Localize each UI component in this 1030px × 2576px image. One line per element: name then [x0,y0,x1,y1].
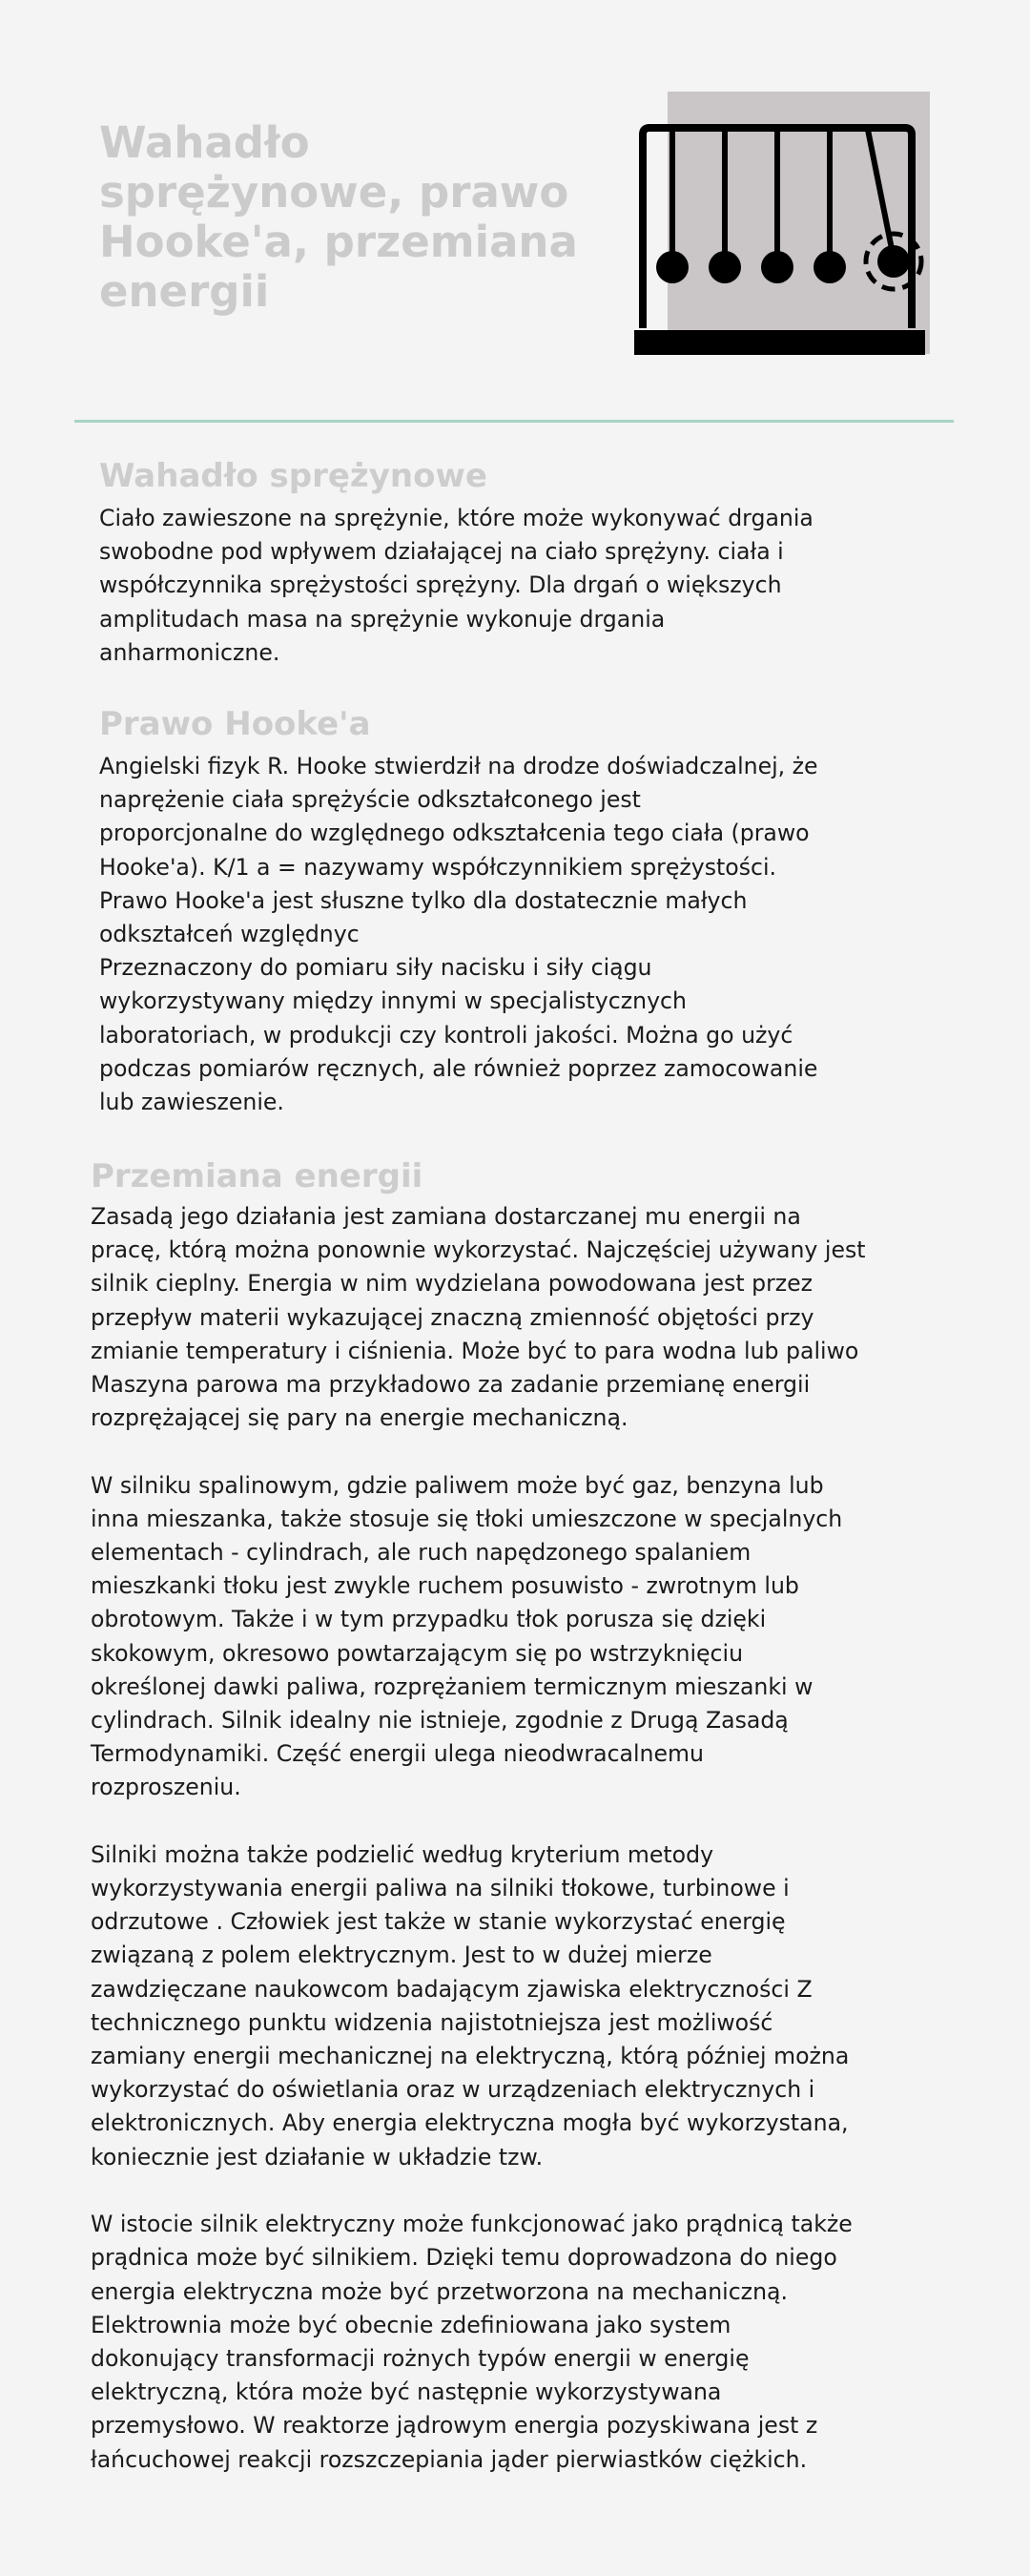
section-divider [74,420,954,423]
section-body-hooke: Angielski fizyk R. Hooke stwierdził na drodze doświadczalnej, że naprężenie ciała sprężyście odkształconego jest proporcjonalne do względnego odkształcenia tego ciała (prawo Hooke'a). K/1 a = nazywamy współczynnikiem sprężystości. Prawo Hooke'a jest słuszne tylko dla dostatecznie małych odkształceń względnyc Przeznaczony do pomiaru siły nacisku i siły ciągu wykorzystywany między innymi w specjalistycznych laboratoriach, w produkcji czy kontroli jakości. Można go użyć podczas pomiarów ręcznych, ale również poprzez zamocowanie lub zawieszenie. [99,753,818,1116]
section-body-wahadlo: Ciało zawieszone na sprężynie, które może wykonywać drgania swobodne pod wpływem działającej na ciało sprężyny. ciała i współczynnika sprężystości sprężyny. Dla drgań o większych amplitudach masa na sprężynie wykonuje drgania anharmoniczne. [99,505,814,666]
section-body-energia: Zasadą jego działania jest zamiana dostarczanej mu energii na pracę, którą można ponownie wykorzystać. Najczęściej używany jest silnik cieplny. Energia w nim wydzielana powodowana jest przez przepływ materii wykazującej znaczną zmienność objętości przy zmianie temperatury i ciśnienia. Może być to para wodna lub paliwo Maszyna parowa ma przykładowo za zadanie przemianę energii rozprężającej się pary na energie mechaniczną. W silniku spalinowym, gdzie paliwem może być gaz, benzyna lub inna mieszanka, także stosuje się tłoki umieszczone w specjalnych elementach - cylindrach, ale ruch napędzonego spalaniem mieszkanki tłoku jest zwykle ruchem posuwisto - zwrotnym lub obrotowym. Także i w tym przypadku tłok porusza się dzięki skokowym, okresowo powtarzającym się po wstrzyknięciu określonej dawki paliwa, rozprężaniem termicznym mieszanki w cylindrach. Silnik idealny nie istnieje, zgodnie z Drugą Zasadą Termodynamiki. Część energii ulega nieodwracalnemu rozproszeniu. Silniki można także podzielić według kryterium metody wykorzystywania energii paliwa na silniki tłokowe, turbinowe i odrzutowe . Człowiek jest także w stanie wykorzystać energię związaną z polem elektrycznym. Jest to w dużej mierze zawdzięczane naukowcom badającym zjawiska elektryczności Z technicznego punktu widzenia najistotniejsza jest możliwość zamiany energii mechanicznej na elektryczną, którą później można wykorzystać do oświetlania oraz w urządzeniach elektrycznych i elektronicznych. Aby energia elektryczna mogła być wykorzystana, koniecznie jest działanie w układzie tzw. W istocie silnik elektryczny może funkcjonować jako prądnicą także prądnica może być silnikiem. Dzięki temu doprowadzona do niego energia elektryczna może być przetworzona na mechaniczną. Elektrownia może być obecnie zdefiniowana jako system dokonujący transformacji rożnych typów energii w energię elektryczną, która może być następnie wykorzystywana przemysłowo. W reaktorze jądrowym energia pozyskiwana jest z łańcuchowej reakcji rozszczepiania jąder pierwiastków ciężkich. [91,1203,866,2473]
cradle-base [634,330,925,355]
page-title: Wahadło sprężynowe, prawo Hooke'a, przemiana energii [99,117,578,317]
newtons-cradle-icon [629,92,935,359]
cradle-ball [814,251,846,283]
cradle-ball [656,251,689,283]
cradle-ball [709,251,741,283]
section-heading-wahadlo: Wahadło sprężynowe [99,457,487,495]
section-heading-hooke: Prawo Hooke'a [99,705,371,743]
section-heading-energia: Przemiana energii [91,1157,423,1195]
cradle-ball-swinging [877,245,910,278]
cradle-ball [761,251,793,283]
